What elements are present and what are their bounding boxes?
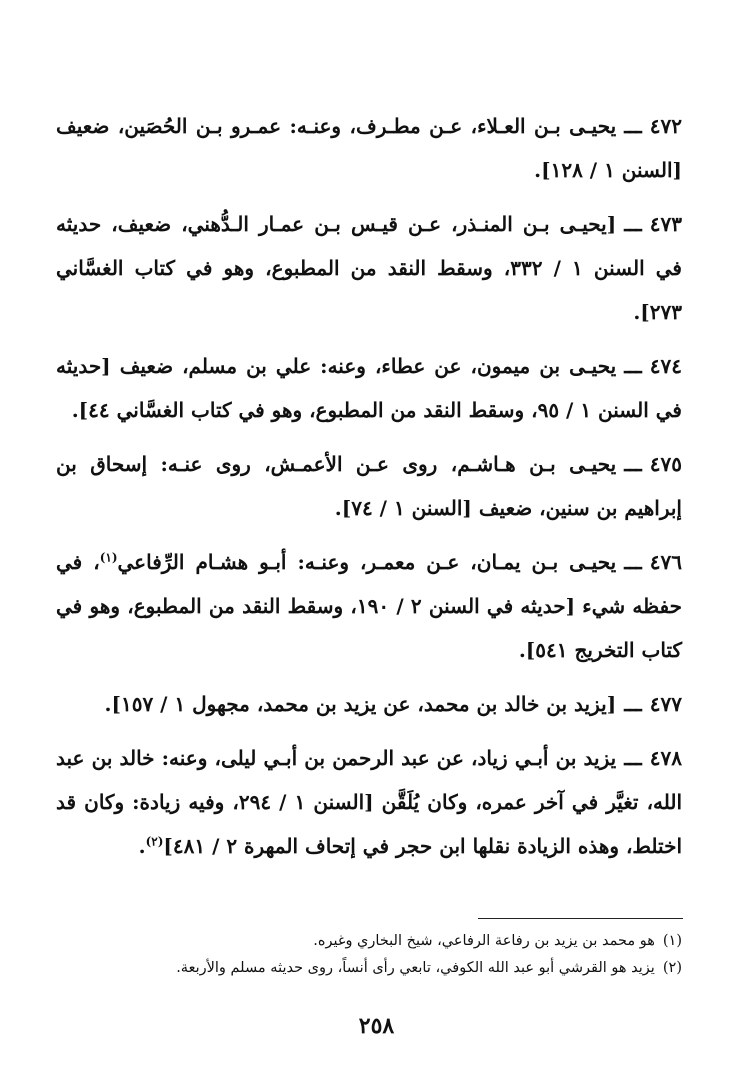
entry-dash: ـــ: [624, 114, 642, 138]
footnote-text: هو محمد بن يزيد بن رفاعة الرفاعي، شيخ البخاري وغيره.: [313, 933, 655, 949]
entry-477: [56, 682, 682, 726]
footnote-separator: [478, 918, 683, 919]
entry-text: يحيـى بـن يمـان، عـن معمـر، وعنـه: أبـو هشـام الرِّفاعي: [117, 550, 617, 574]
entry-dash: ـــ: [624, 452, 642, 476]
page-number: ٢٥٨: [358, 1013, 395, 1039]
entry-number: ٤٧٨: [649, 746, 682, 770]
entry-number: ٤٧٤: [649, 354, 682, 378]
entry-478: [56, 736, 682, 868]
entry-text: يحيـى بـن العـلاء، عـن مطـرف، وعنـه: عمـرو بـن الحُصَين، ضعيف [السنن ١ / ١٢٨].: [56, 114, 682, 182]
footnotes: [56, 928, 682, 982]
entry-number: ٤٧٥: [649, 452, 682, 476]
entry-text: يحيـى بـن هـاشـم، روى عـن الأعمـش، روى عنـه: إسحاق بن إبراهيم بن سنين، ضعيف [السنن ١ / ٧٤].: [56, 452, 682, 520]
entry-476: [56, 540, 682, 672]
entries-list: [56, 104, 682, 878]
entry-dash: ـــ: [624, 550, 642, 574]
entry-text: يحيـى بن ميمون، عن عطاء، وعنه: علي بن مسلم، ضعيف [حديثه في السنن ١ / ٩٥، وسقط النقد من المطبوع، وهو في كتاب الغسَّاني ٤٤].: [56, 354, 682, 422]
entry-473: [56, 202, 682, 334]
entry-dash: ـــ: [624, 354, 642, 378]
footnote-mark: (٢): [662, 960, 682, 976]
entry-472: [56, 104, 682, 192]
footnote-ref-1: (١): [99, 550, 118, 565]
entry-number: ٤٧٦: [649, 550, 683, 574]
footnote-text: يزيد هو القرشي أبو عبد الله الكوفي، تابعي رأى أنساً، روى حديثه مسلم والأربعة.: [176, 960, 655, 976]
entry-475: [56, 442, 682, 530]
footnote-2: [56, 955, 682, 982]
footnote-mark: (١): [662, 933, 682, 949]
entry-text: [يزيد بن خالد بن محمد، عن يزيد بن محمد، مجهول ١ / ١٥٧].: [104, 692, 617, 716]
entry-dash: ـــ: [624, 212, 642, 236]
entry-text-cont: ، في حفظه شيء [حديثه في السنن ٢ / ١٩٠، وسقط النقد من المطبوع، وهو في كتاب التخريج ٥٤١].: [56, 550, 683, 662]
footnote-1: [56, 928, 682, 955]
footnote-ref-2: (٢): [145, 834, 164, 849]
entry-dash: ـــ: [624, 692, 642, 716]
entry-number: ٤٧٣: [649, 212, 682, 236]
entry-dash: ـــ: [624, 746, 642, 770]
entry-text-cont: .: [138, 834, 146, 858]
entry-text: [يحيـى بـن المنـذر، عـن قيـس بـن عمـار الـدُّهني، ضعيف، حديثه في السنن ١ / ٣٣٢، وسقط النقد من المطبوع، وهو في كتاب الغسَّاني ٢٧٣].: [56, 212, 682, 324]
entry-number: ٤٧٧: [649, 692, 682, 716]
entry-number: ٤٧٢: [649, 114, 682, 138]
entry-text: يزيد بن أبـي زياد، عن عبد الرحمن بن أبـي ليلى، وعنه: خالد بن عبد الله، تغيَّر في آخر عمره، وكان يُلَقَّن [السنن ١ / ٢٩٤، وفيه زيادة: وكان قد اختلط، وهذه الزيادة نقلها ابن حجر في إتحاف المهرة ٢ / ٤٨١]: [56, 746, 683, 858]
entry-474: [56, 344, 682, 432]
